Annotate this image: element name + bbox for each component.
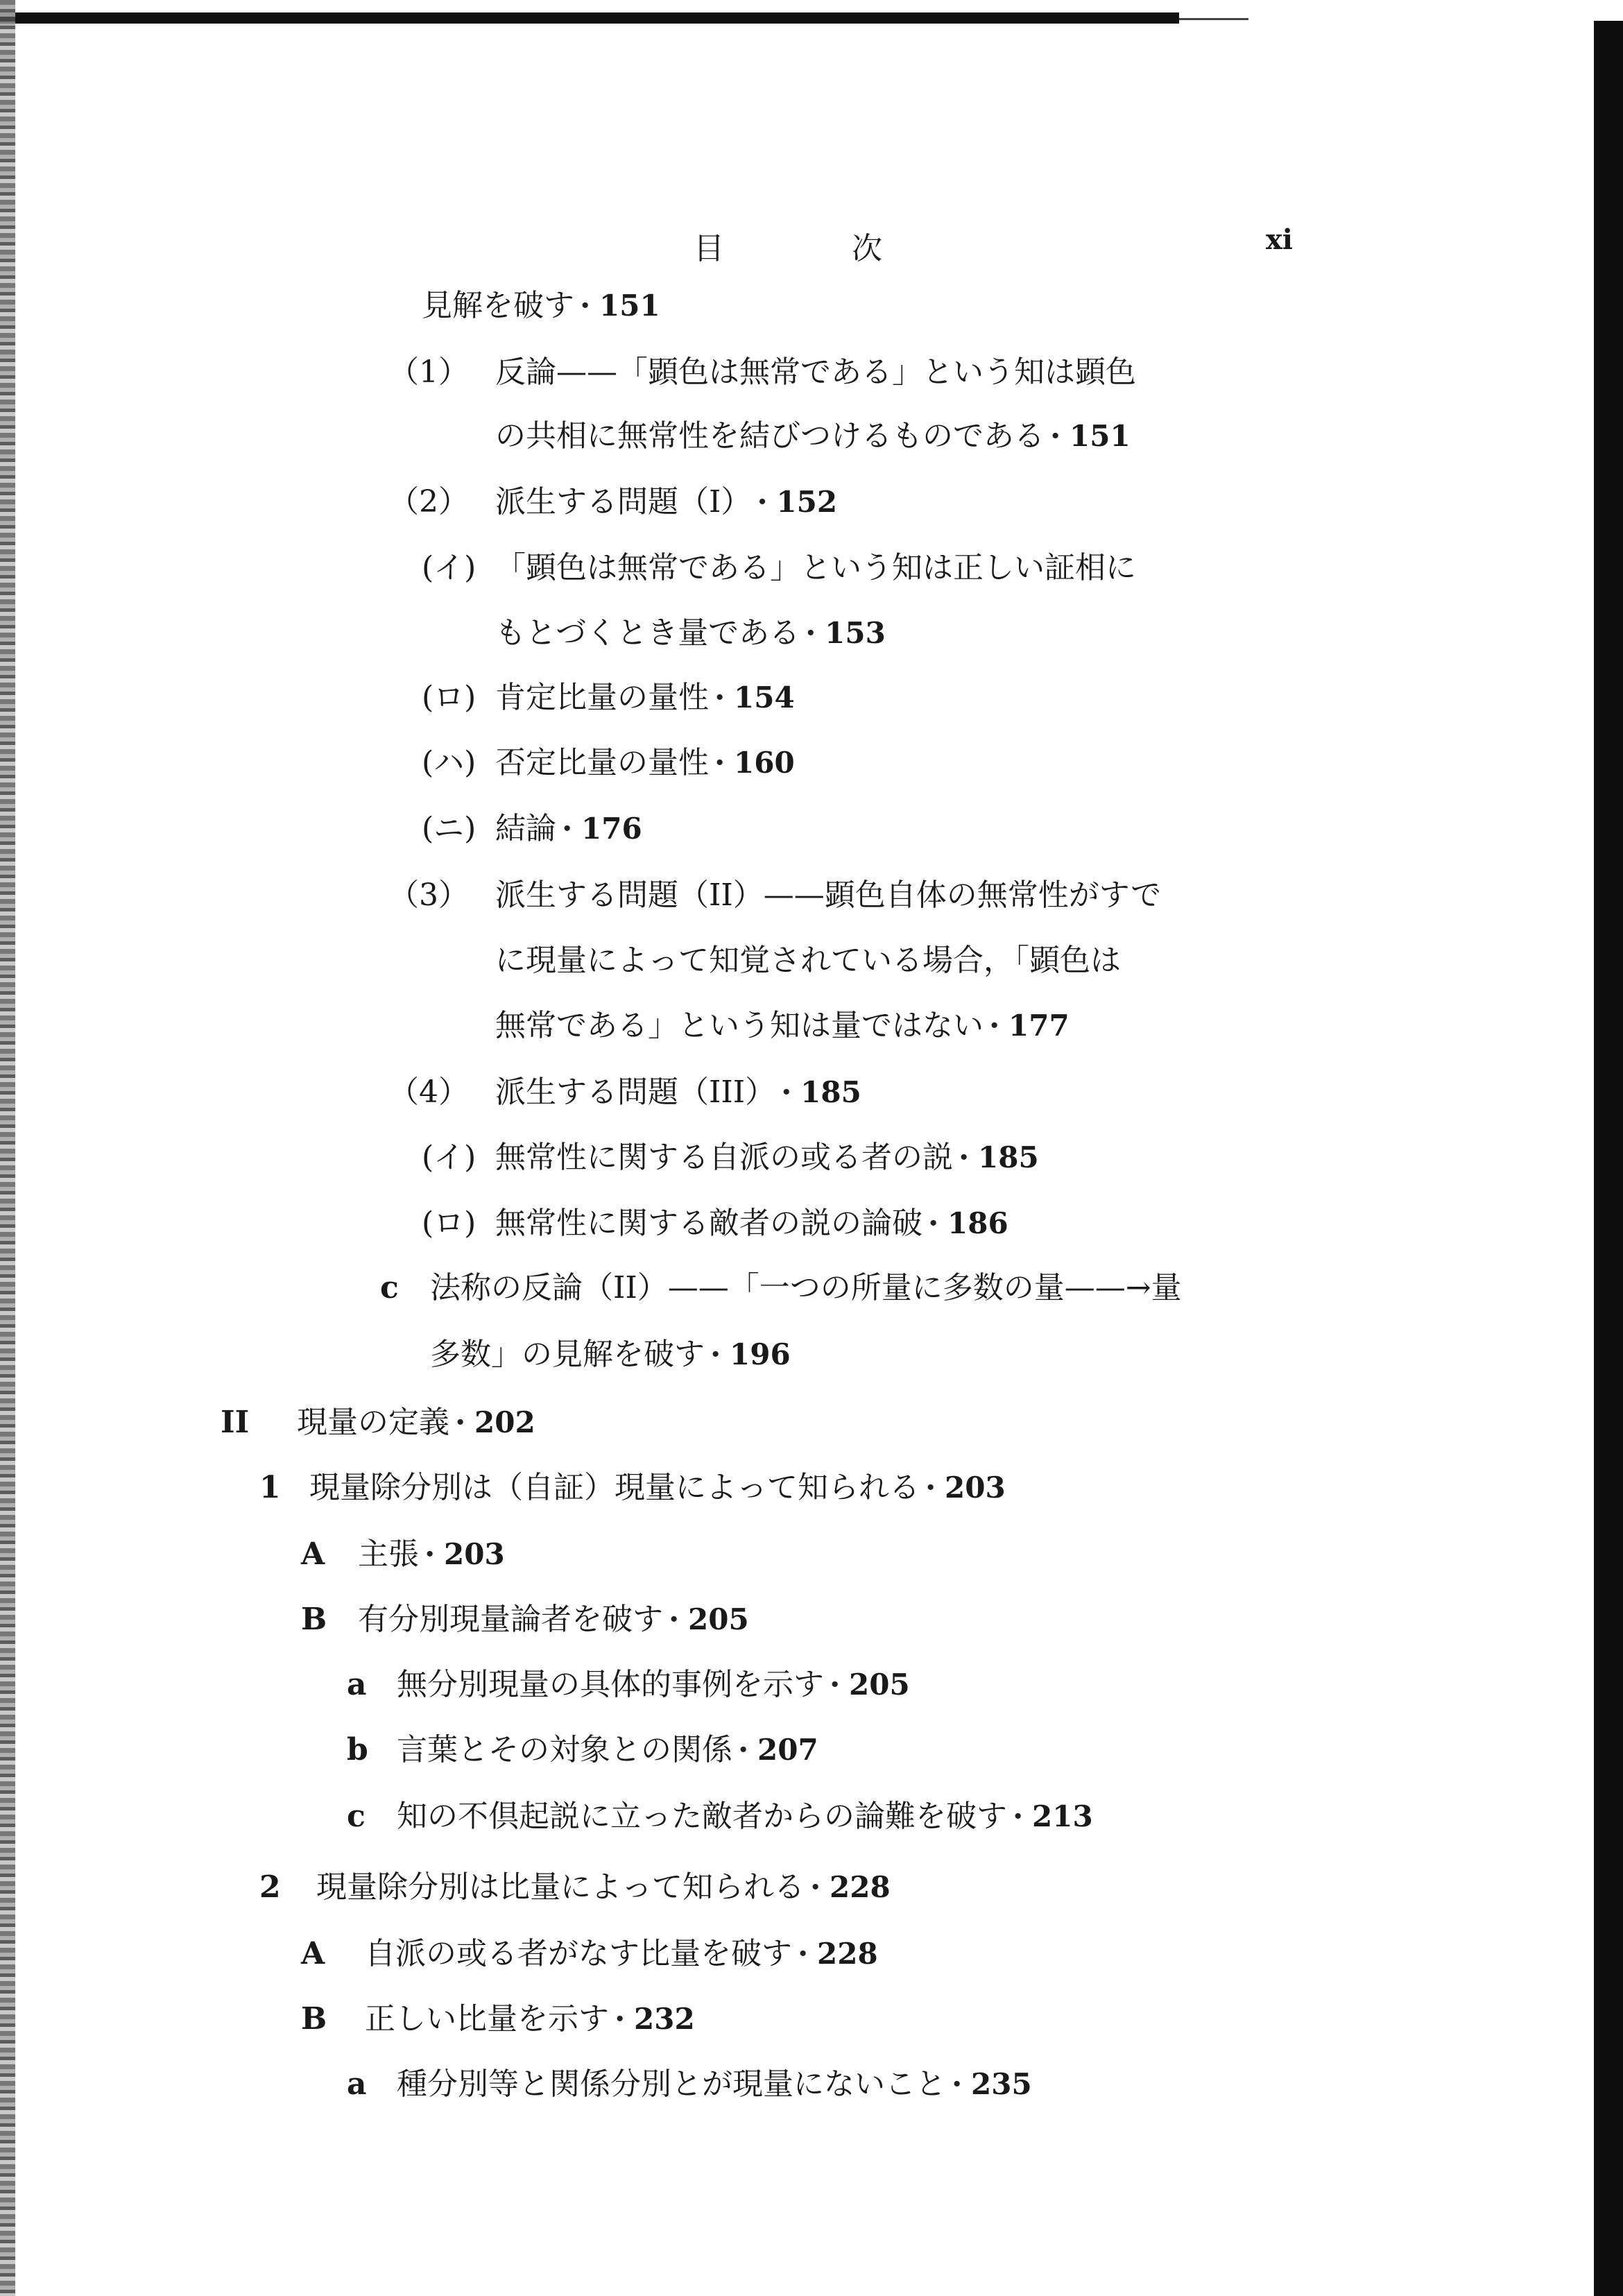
toc-entry-page: 235 (971, 2067, 1032, 2101)
toc-entry-label: 1 (259, 1470, 281, 1505)
toc-entry-page: 151 (599, 289, 660, 323)
toc-entry-page: 205 (849, 1668, 910, 1702)
dot-leader (615, 1998, 628, 2041)
toc-entry-text: 派生する問題（II）——顕色自体の無常性がすで (495, 877, 1162, 913)
scan-top-border-tail (1179, 18, 1248, 20)
toc-entry-label: a (347, 1667, 367, 1702)
toc-entry-label: B (301, 2001, 327, 2037)
toc-entry-label: (ロ) (422, 680, 476, 715)
toc-entry-page: 232 (634, 2002, 695, 2036)
toc-entry-text: の共相に無常性を結びつけるものである (495, 418, 1045, 454)
dot-leader (714, 676, 728, 719)
page-header-number: xi (1265, 223, 1293, 256)
toc-entry-text: 無常性に関する敵者の説の論破 (495, 1206, 922, 1241)
toc-entry-text: 種分別等と関係分別とが現量にないこと (397, 2066, 946, 2102)
dot-leader (952, 2063, 965, 2106)
dot-leader (928, 1202, 942, 1245)
toc-entry-label: (ニ) (422, 811, 476, 846)
toc-entry[interactable] (495, 939, 1121, 982)
toc-entry-label: II (221, 1405, 250, 1440)
dot-leader (781, 1071, 795, 1114)
toc-entry-label: （2） (388, 484, 469, 520)
toc-entry-page: 213 (1032, 1799, 1093, 1833)
toc-entry-text: 知の不倶起説に立った敵者からの論難を破す (397, 1799, 1007, 1834)
toc-entry-page: 152 (776, 485, 838, 519)
toc-entry-text: に現量によって知覚されている場合，「顕色は (495, 943, 1121, 978)
toc-entry-text: 主張 (358, 1536, 419, 1572)
toc-entry-label: （4） (388, 1074, 469, 1110)
toc-entry-page: 176 (581, 812, 642, 846)
page-header-title: 目 次 (694, 231, 931, 266)
dot-leader (757, 481, 771, 524)
toc-entry-text: 多数」の見解を破す (430, 1337, 705, 1372)
toc-entry-text: 正しい比量を示す (365, 2001, 609, 2037)
toc-entry-page: 153 (825, 616, 886, 650)
scan-right-edge (1594, 21, 1623, 2296)
dot-leader (714, 742, 728, 785)
toc-entry-text: 無常である」という知は量ではない (495, 1008, 984, 1043)
toc-entry-text: 現量の定義 (297, 1405, 449, 1440)
toc-entry-page: 160 (734, 746, 795, 780)
toc-entry-label: c (380, 1270, 399, 1305)
toc-entry-label: （1） (388, 354, 469, 390)
dot-leader (424, 1533, 438, 1576)
toc-entry-text: 肯定比量の量性 (495, 680, 709, 715)
toc-entry-text: 無分別現量の具体的事例を示す (397, 1667, 824, 1702)
toc-entry-text: 自派の或る者がなす比量を破す (365, 1936, 792, 1971)
toc-entry-page: 186 (947, 1206, 1008, 1240)
toc-entry-label: 2 (259, 1869, 281, 1905)
toc-entry-text: 派生する問題（I） (495, 484, 752, 520)
toc-entry-page: 202 (474, 1405, 535, 1439)
toc-entry-page: 154 (734, 680, 795, 714)
toc-entry-page: 177 (1008, 1009, 1070, 1043)
toc-entry[interactable] (388, 874, 1161, 917)
toc-entry-label: （3） (388, 877, 469, 913)
toc-entry-page: 205 (688, 1602, 749, 1636)
toc-entry-text: 法称の反論（II）——「一つの所量に多数の量——→量 (430, 1270, 1182, 1305)
toc-entry[interactable] (380, 1267, 1182, 1310)
toc-entry-label: a (347, 2066, 367, 2102)
toc-entry-label: (イ) (422, 550, 476, 585)
dot-leader (710, 1333, 724, 1376)
toc-entry-page: 228 (830, 1870, 891, 1904)
toc-entry-page: 203 (444, 1537, 505, 1571)
toc-entry-text: 無常性に関する自派の或る者の説 (495, 1140, 953, 1175)
toc-entry-text: 現量除分別は比量によって知られる (316, 1869, 805, 1905)
dot-leader (959, 1136, 972, 1179)
toc-entry-text: 有分別現量論者を破す (358, 1602, 663, 1637)
dot-leader (669, 1598, 682, 1641)
toc-entry-label: (イ) (422, 1140, 476, 1175)
dot-leader (738, 1729, 752, 1772)
toc-entry-label: (ロ) (422, 1206, 476, 1241)
toc-entry-text: 言葉とその対象との関係 (397, 1732, 732, 1767)
dot-leader (830, 1663, 843, 1706)
toc-entry-page: 196 (730, 1337, 791, 1371)
toc-entry-text: 見解を破す (422, 288, 574, 323)
dot-leader (562, 807, 576, 850)
dot-leader (1013, 1795, 1027, 1838)
toc-entry-page: 203 (945, 1471, 1006, 1505)
dot-leader (580, 284, 594, 327)
toc-entry-text: 派生する問題（III） (495, 1074, 776, 1110)
toc-entry-page: 207 (757, 1733, 818, 1767)
dot-leader (455, 1401, 469, 1444)
dot-leader (925, 1466, 939, 1509)
scan-top-border (0, 12, 1179, 24)
toc-entry-text: 反論——「顕色は無常である」という知は顕色 (495, 354, 1136, 390)
toc-entry-text: 現量除分別は（自証）現量によって知られる (309, 1470, 920, 1505)
scan-left-edge (0, 0, 15, 2296)
toc-entry-label: A (301, 1936, 325, 1971)
toc-entry-page: 151 (1070, 419, 1131, 453)
toc-entry-page: 228 (817, 1937, 878, 1971)
toc-entry-label: b (347, 1732, 368, 1767)
toc-entry-text: もとづくとき量である (495, 615, 800, 651)
dot-leader (810, 1866, 824, 1909)
toc-entry-label: c (347, 1799, 366, 1834)
toc-entry-page: 185 (800, 1075, 861, 1109)
toc-entry-text: 結論 (495, 811, 556, 846)
toc-entry-text: 「顕色は無常である」という知は正しい証相に (495, 550, 1136, 585)
toc-entry-page: 185 (978, 1140, 1039, 1174)
toc-entry-label: (ハ) (422, 745, 476, 780)
dot-leader (989, 1004, 1003, 1047)
dot-leader (805, 612, 819, 655)
dot-leader (798, 1933, 812, 1976)
toc-entry[interactable] (422, 547, 1136, 590)
toc-entry-label: A (301, 1536, 325, 1572)
toc-entry-label: B (301, 1602, 327, 1637)
toc-entry[interactable] (388, 351, 1136, 394)
dot-leader (1050, 415, 1064, 458)
toc-entry-text: 否定比量の量性 (495, 745, 709, 780)
